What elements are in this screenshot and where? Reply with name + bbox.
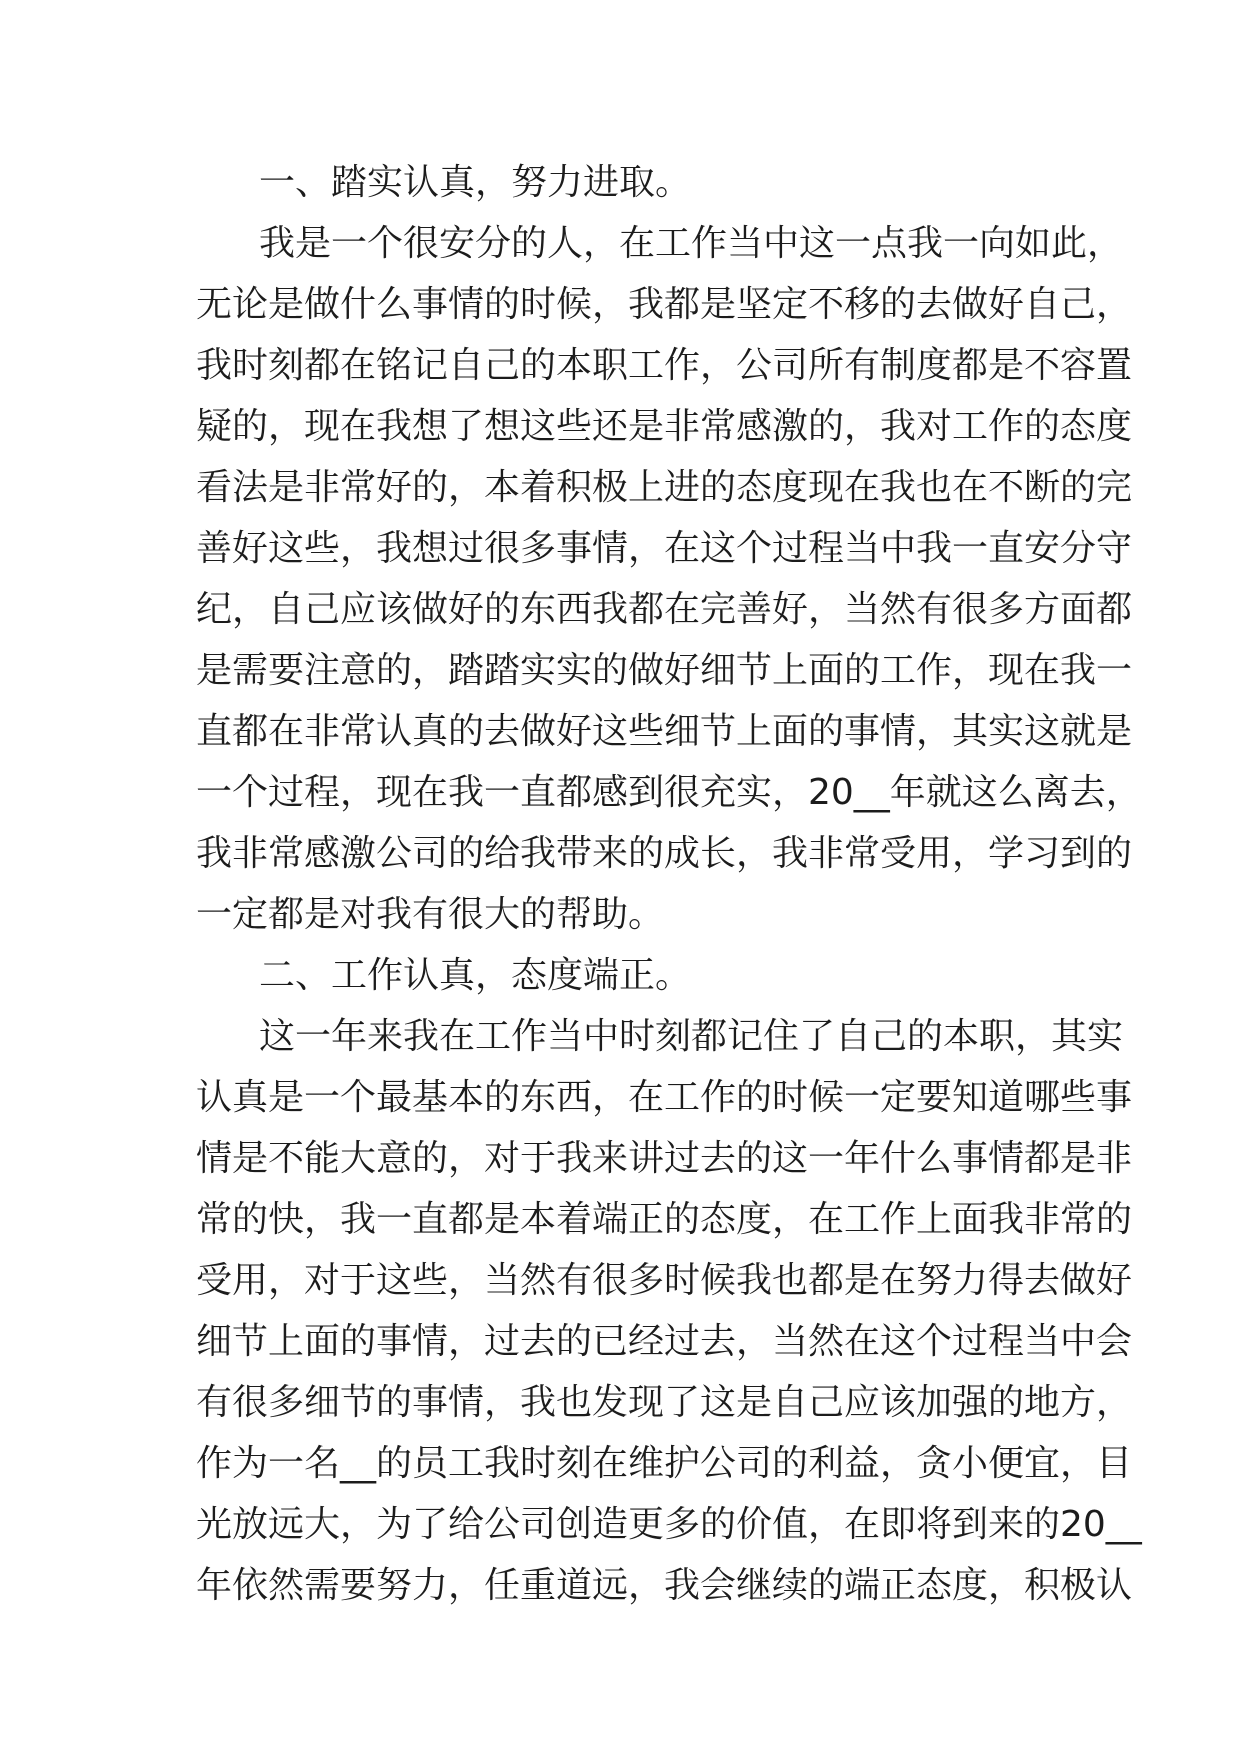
paragraph-line: 有很多细节的事情，我也发现了这是自己应该加强的地方，: [196, 1382, 1133, 1423]
paragraph-line: 常的快，我一直都是本着端正的态度，在工作上面我非常的: [196, 1199, 1133, 1240]
paragraph-line: 我时刻都在铭记自己的本职工作，公司所有制度都是不容置: [196, 345, 1133, 386]
paragraph-line: 纪，自己应该做好的东西我都在完善好，当然有很多方面都: [196, 589, 1133, 630]
paragraph-2: [196, 1006, 1142, 1616]
paragraph-line: 情是不能大意的，对于我来讲过去的这一年什么事情都是非: [196, 1138, 1133, 1179]
paragraph-line: 年依然需要努力，任重道远，我会继续的端正态度，积极认: [196, 1565, 1133, 1606]
paragraph-1: [196, 213, 1142, 945]
paragraph-line: 善好这些，我想过很多事情，在这个过程当中我一直安分守: [196, 528, 1133, 569]
paragraph-line: 我非常感激公司的给我带来的成长，我非常受用，学习到的: [196, 833, 1133, 874]
paragraph-line: 这一年来我在工作当中时刻都记住了自己的本职，其实: [259, 1016, 1124, 1057]
paragraph-line: 疑的，现在我想了想这些还是非常感激的，我对工作的态度: [196, 406, 1133, 447]
paragraph-line: 作为一名__的员工我时刻在维护公司的利益，贪小便宜，目: [196, 1443, 1133, 1484]
paragraph-line: 认真是一个最基本的东西，在工作的时候一定要知道哪些事: [196, 1077, 1133, 1118]
heading-line: 二、工作认真，态度端正。: [259, 955, 692, 996]
paragraph-line: 无论是做什么事情的时候，我都是坚定不移的去做好自己，: [196, 284, 1133, 325]
document-body: [196, 152, 1142, 1616]
section-heading-1: [196, 152, 1067, 213]
section-heading-2: [196, 945, 1067, 1006]
heading-line: 一、踏实认真，努力进取。: [259, 162, 692, 203]
paragraph-line: 一个过程，现在我一直都感到很充实，20__年就这么离去，: [196, 772, 1142, 813]
paragraph-line: 看法是非常好的，本着积极上进的态度现在我也在不断的完: [196, 467, 1133, 508]
paragraph-line: 细节上面的事情，过去的已经过去，当然在这个过程当中会: [196, 1321, 1133, 1362]
paragraph-line: 光放远大，为了给公司创造更多的价值，在即将到来的20__: [196, 1504, 1142, 1545]
paragraph-line: 我是一个很安分的人，在工作当中这一点我一向如此，: [259, 223, 1124, 264]
paragraph-line: 直都在非常认真的去做好这些细节上面的事情，其实这就是: [196, 711, 1133, 752]
paragraph-line: 一定都是对我有很大的帮助。: [196, 894, 665, 935]
paragraph-line: 是需要注意的，踏踏实实的做好细节上面的工作，现在我一: [196, 650, 1133, 691]
paragraph-line: 受用，对于这些，当然有很多时候我也都是在努力得去做好: [196, 1260, 1133, 1301]
